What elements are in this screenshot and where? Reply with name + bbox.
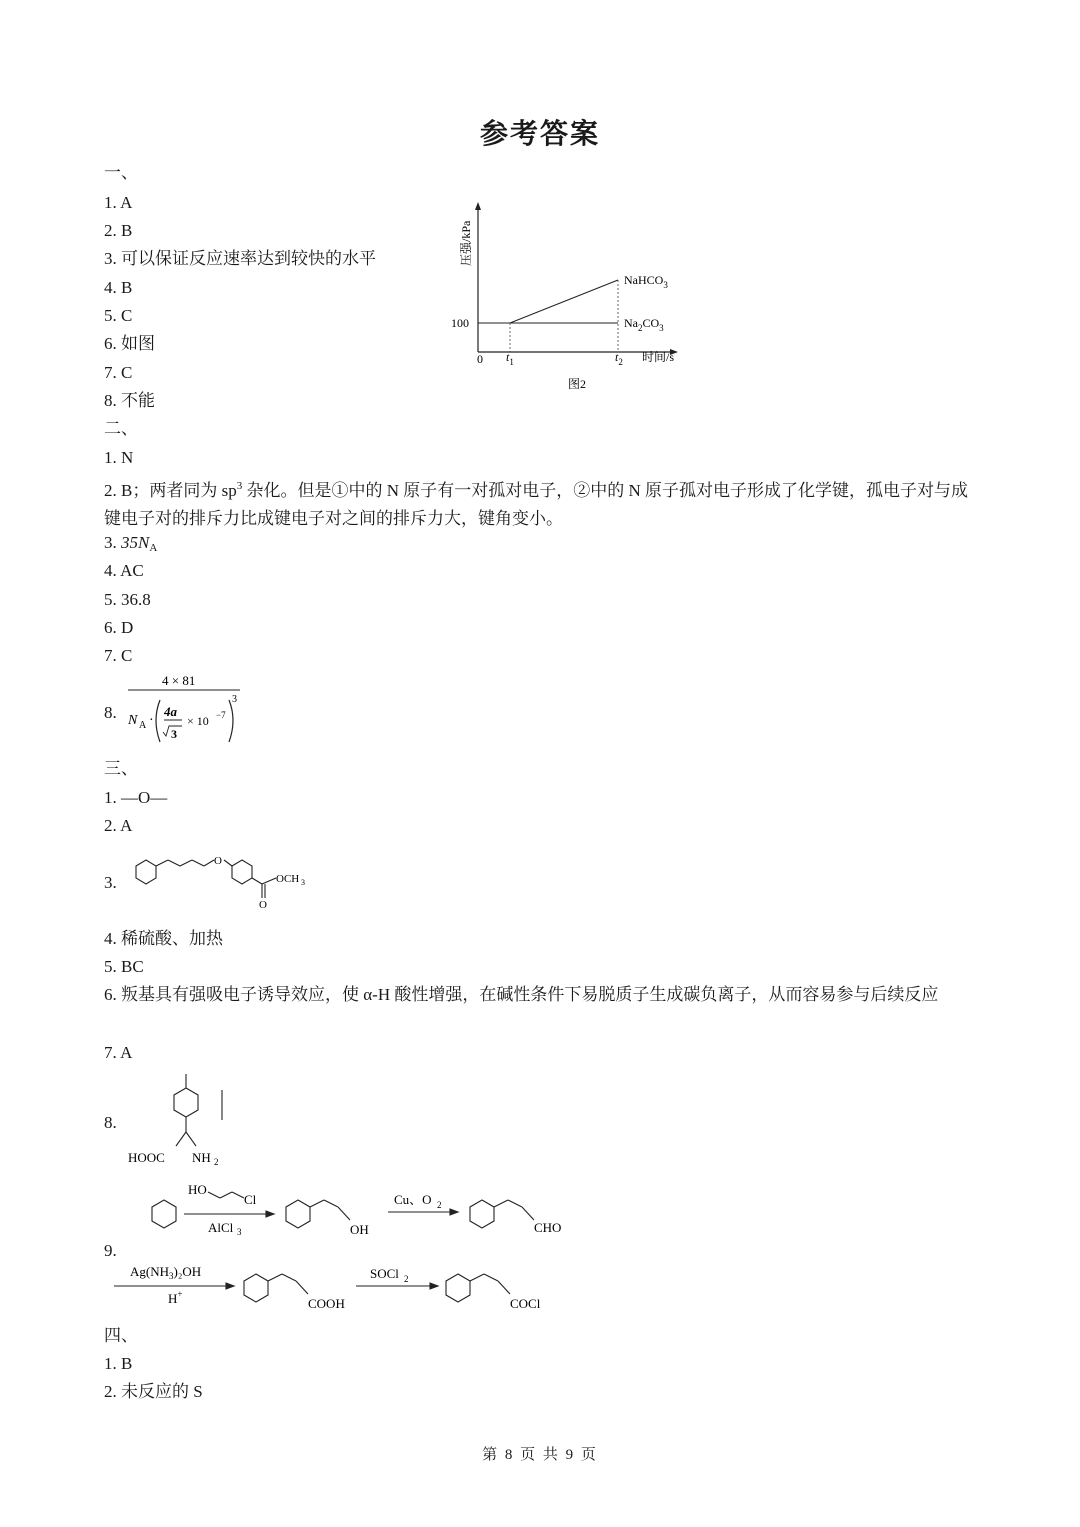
- svg-text:OCH: OCH: [276, 873, 300, 885]
- svg-text:3: 3: [171, 727, 177, 741]
- s3-answer-4: 4. 稀硫酸、加热: [104, 929, 223, 948]
- y-tick-100: 100: [451, 316, 469, 330]
- svg-text:H+: H+: [168, 1289, 183, 1306]
- amino-acid-structure: [124, 1070, 234, 1168]
- page-title: 参考答案: [479, 117, 600, 150]
- section-3-heading: 三、: [104, 759, 138, 778]
- svg-text:A: A: [139, 720, 147, 731]
- section-4-heading: 四、: [104, 1326, 138, 1345]
- s2-answer-6: 6. D: [104, 618, 134, 637]
- s3-answer-6: 6. 叛基具有强吸电子诱导效应，使 α-H 酸性增强，在碱性条件下易脱质子生成碳负离子，从而容易参与后续反应: [104, 985, 939, 1004]
- svg-text:−7: −7: [216, 710, 226, 720]
- svg-text:2: 2: [437, 1200, 442, 1210]
- s2-answer-5: 5. 36.8: [104, 590, 151, 609]
- pressure-time-figure: [440, 196, 700, 396]
- x-axis-label: 时间/s: [642, 350, 675, 364]
- svg-text:CHO: CHO: [534, 1220, 562, 1235]
- s2-answer-4: 4. AC: [104, 561, 144, 580]
- s1-answer-2: 2. B: [104, 221, 133, 240]
- s1-answer-5: 5. C: [104, 306, 133, 325]
- svg-text:OH: OH: [350, 1222, 369, 1237]
- density-formula: [124, 668, 264, 750]
- svg-text:2: 2: [214, 1157, 219, 1167]
- s3-answer-9-number: 9.: [104, 1241, 117, 1260]
- s1-answer-4: 4. B: [104, 278, 133, 297]
- ester-structure: [124, 846, 324, 910]
- origin-label: 0: [477, 352, 483, 366]
- s3-answer-7: 7. A: [104, 1043, 133, 1062]
- figure-caption: 图2: [568, 377, 587, 391]
- svg-text:AlCl: AlCl: [208, 1220, 234, 1235]
- s3-answer-3-number: 3.: [104, 873, 117, 892]
- section-2-heading: 二、: [104, 419, 138, 438]
- s1-answer-1: 1. A: [104, 193, 133, 212]
- svg-text:SOCl: SOCl: [370, 1266, 399, 1281]
- s2-answer-3: 3. $35N_A$: [104, 533, 158, 554]
- series-na2co3-label: $Na_2CO_3$: [624, 316, 664, 333]
- series-nahco3-label: NaHCO$_3$: [624, 273, 668, 290]
- section-1-heading: 一、: [104, 163, 138, 182]
- s3-answer-2: 2. A: [104, 816, 133, 835]
- svg-text:4 × 81: 4 × 81: [162, 673, 196, 688]
- s3-answer-5: 5. BC: [104, 957, 144, 976]
- svg-text:NH: NH: [192, 1150, 211, 1165]
- svg-text:COCl: COCl: [510, 1296, 541, 1311]
- s1-answer-8: 8. 不能: [104, 391, 155, 410]
- svg-text:4a: 4a: [164, 704, 177, 719]
- svg-text:3: 3: [232, 694, 237, 705]
- svg-text:·: ·: [149, 713, 154, 728]
- s4-answer-1: 1. B: [104, 1354, 133, 1373]
- s4-answer-2: 2. 未反应的 S: [104, 1382, 203, 1401]
- s3-answer-1: 1. —O—: [104, 788, 168, 807]
- synthesis-route: [104, 1176, 604, 1320]
- svg-text:N: N: [128, 713, 138, 728]
- s2-answer-8-number: 8.: [104, 703, 117, 722]
- svg-text:Ag(NH3)₂OH: $Ag(NH_3)_2OH$: [130, 1264, 202, 1281]
- s1-answer-6: 6. 如图: [104, 334, 155, 353]
- s1-answer-7: 7. C: [104, 363, 133, 382]
- page-footer: 第 8 页 共 9 页: [482, 1447, 598, 1463]
- svg-text:O: O: [214, 855, 222, 867]
- svg-text:COOH: COOH: [308, 1296, 345, 1311]
- svg-text:O: O: [259, 899, 267, 910]
- svg-text:Cl: Cl: [244, 1192, 257, 1207]
- svg-text:3: 3: [237, 1227, 242, 1237]
- s1-answer-3: 3. 可以保证反应速率达到较快的水平: [104, 249, 376, 268]
- svg-text:Cu、O: Cu、O: [394, 1192, 432, 1207]
- svg-text:3: 3: [301, 878, 305, 887]
- s2-answer-1: 1. N: [104, 448, 134, 467]
- s3-answer-8-number: 8.: [104, 1113, 117, 1132]
- y-axis-label: 压强/kPa: [459, 220, 473, 266]
- svg-text:2: 2: [404, 1274, 409, 1284]
- t2-label: $t_2$: [615, 350, 623, 367]
- svg-text:HO: HO: [188, 1182, 207, 1197]
- s2-answer-2: 2. B；两者同为 $sp^3$ 杂化。但是①中的 N 原子有一对孤对电子，②中的 N 原子孤对电子形成了化学键，孤电子对与成键电子对的排斥力比成键电子对之间的排斥力大，键角变小。: [104, 480, 969, 528]
- t1-label: $t_1$: [506, 350, 514, 367]
- svg-text:× 10: × 10: [187, 714, 209, 728]
- svg-text:HOOC: HOOC: [128, 1150, 165, 1165]
- s2-answer-7: 7. C: [104, 646, 133, 665]
